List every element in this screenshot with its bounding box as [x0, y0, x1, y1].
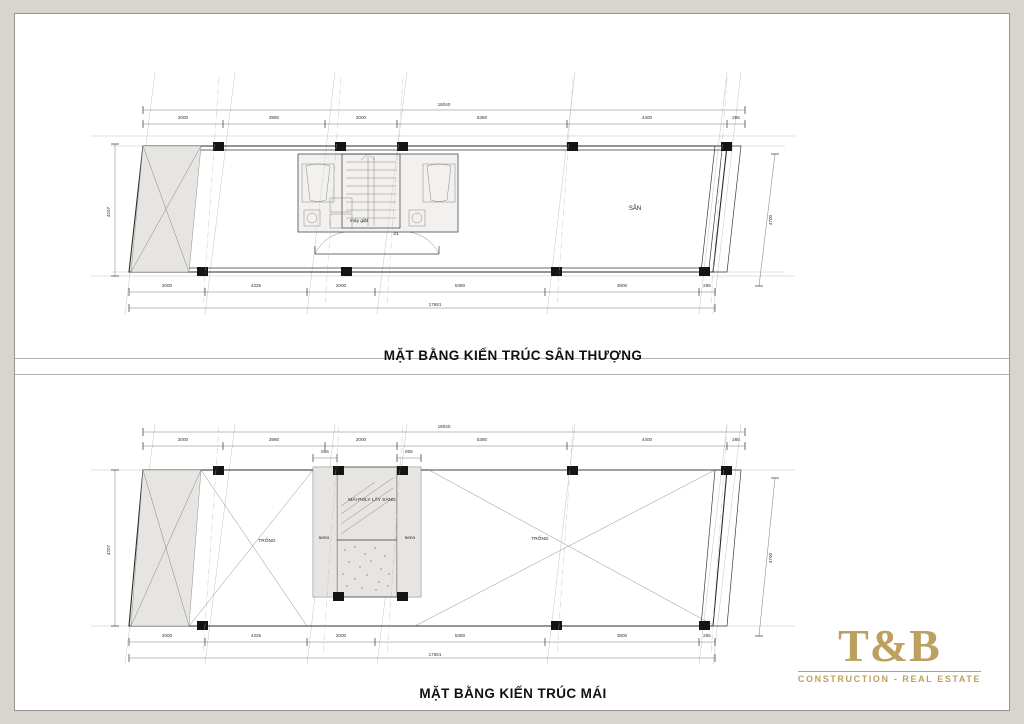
dim-top-2: 3980 [268, 115, 280, 120]
dim-bottom-4: 5380 [454, 633, 466, 638]
dim-bottom-5: 3800 [616, 633, 628, 638]
dim-bottom-2: 4325 [250, 283, 262, 288]
room-label-trong-left: TRỐNG [258, 539, 276, 544]
dim-top-4: 5380 [476, 437, 488, 442]
dim-bottom-1: 2000 [161, 283, 173, 288]
label-seno-left: seno [318, 536, 330, 541]
dim-left: 4207 [106, 206, 111, 218]
logo-rule [798, 671, 981, 672]
dim-bottom-overall: 17681 [428, 302, 442, 307]
dim-small-2: 806 [405, 449, 413, 454]
dim-left: 4207 [106, 544, 111, 556]
room-label-san: SÂN [628, 206, 642, 212]
dim-top-overall: 18040 [437, 102, 451, 107]
dim-bottom-5: 3900 [616, 283, 628, 288]
dim-right: 4700 [768, 552, 773, 564]
dim-top-6: 265 [732, 437, 740, 442]
dim-top-4: 5380 [476, 115, 488, 120]
label-may-giat: máy giặt [349, 219, 369, 224]
logo-subtitle: CONSTRUCTION - REAL ESTATE [797, 674, 981, 684]
drawing-sheet [14, 13, 1010, 711]
dim-bottom-1: 2000 [161, 633, 173, 638]
logo-mark: T&B [838, 620, 941, 671]
dim-bottom-6: 255 [703, 633, 711, 638]
label-mai-poly: MÁI POLY LẤY SÁNG [348, 498, 396, 503]
dim-top-overall: 18040 [437, 424, 451, 429]
dim-top-3: 2000 [355, 115, 367, 120]
dim-top-2: 3980 [268, 437, 280, 442]
dim-bottom-6: 255 [703, 283, 711, 288]
dim-bottom-3: 2000 [335, 633, 347, 638]
label-21: 21 [393, 232, 399, 237]
company-logo [797, 620, 981, 684]
dim-top-1: 2000 [177, 115, 189, 120]
room-label-trong-right: TRỐNG [531, 537, 549, 542]
dim-bottom-4: 5380 [454, 283, 466, 288]
dim-top-6: 265 [732, 115, 740, 120]
label-seno-right: seno [404, 536, 416, 541]
dim-bottom-3: 2000 [335, 283, 347, 288]
dim-bottom-2: 4325 [250, 633, 262, 638]
dim-top-5: 4400 [641, 115, 653, 120]
caption-roof: MẶT BẰNG KIẾN TRÚC MÁI [419, 686, 607, 701]
plan-terrace-drawing [15, 14, 1011, 358]
dim-right: 4700 [768, 214, 773, 226]
dim-top-3: 2000 [355, 437, 367, 442]
dim-small-1: 806 [321, 449, 329, 454]
caption-terrace: MẶT BẰNG KIẾN TRÚC SÂN THƯỢNG [383, 348, 643, 363]
dim-top-5: 4400 [641, 437, 653, 442]
plan-terrace [15, 14, 1011, 363]
dim-top-1: 2000 [177, 437, 189, 442]
dim-bottom-overall: 17681 [428, 652, 442, 657]
